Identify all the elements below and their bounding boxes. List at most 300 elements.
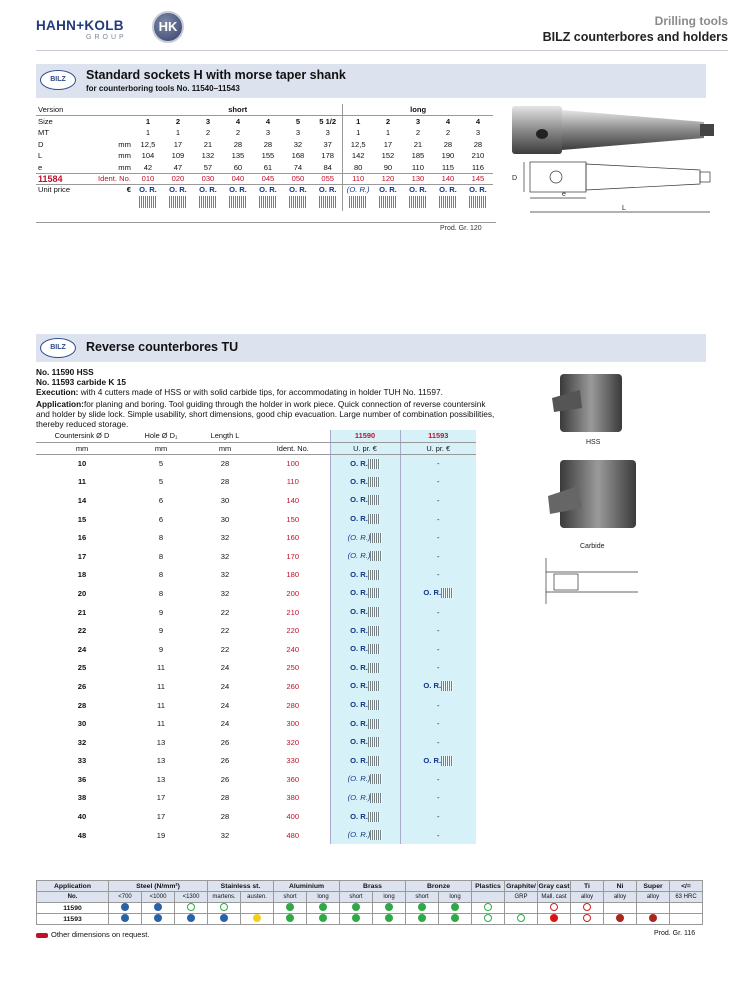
cell: 185 [411,151,425,161]
suitability-cell [670,903,703,914]
cell: 320 [286,737,300,747]
cell: 24 [220,719,230,729]
price-cell: O. R. [193,185,223,211]
suitability-dot-icon [550,903,558,911]
subgroup-cell: martens. [208,892,241,903]
cell: 8 [158,551,164,561]
application-no: 11593 [37,914,109,925]
cell: 22 [77,626,87,636]
row-unit: mm [118,162,131,172]
suitability-dot-icon [517,914,525,922]
price-cell: O. R. [433,185,463,211]
cell: 13 [156,774,166,784]
counterbore-rows [36,454,476,844]
cell: 24 [77,644,87,654]
price-label: U. pr. € [330,442,400,454]
cell: 4 [475,117,481,126]
short-label: short [133,104,343,116]
suitability-cell [274,903,307,914]
cell: 280 [286,700,300,710]
subgroup-cell: short [406,892,439,903]
price-cell: O. R. [403,185,433,211]
suitability-cell [637,914,670,925]
cell: 30 [77,719,87,729]
cell: 220 [286,626,300,636]
table-row [36,752,476,771]
suitability-cell [439,914,472,925]
group-cell: Application [37,881,109,892]
ident-cell: 120 [373,173,403,185]
suitability-cell [373,903,406,914]
col-length: Length L [194,430,256,442]
cell: 5 [158,477,164,487]
cell: O. R. [330,603,400,622]
cell: O. R. [330,473,400,492]
cell: 21 [203,139,213,149]
cell: 4 [235,117,241,126]
cell: 24 [220,681,230,691]
cell: 200 [286,588,300,598]
cell: 24 [220,700,230,710]
group-cell: Ti [571,881,604,892]
cell: 190 [441,151,455,161]
suitability-dot-icon [352,903,360,911]
cell: 116 [471,162,484,172]
cell: - [400,789,476,808]
ident-cell: 010 [133,173,163,185]
table-row [36,127,493,139]
section2-header [36,334,706,362]
counterbore-images [530,368,650,608]
cell: 115 [441,162,454,172]
col-ident [256,430,330,442]
cell: 1 [145,117,151,126]
ident-cell: 055 [313,173,343,185]
cell: (O. R.) [330,826,400,845]
subgroup-cell: Mall. cast [538,892,571,903]
cell: 2 [415,128,421,138]
cell: O. R. [330,714,400,733]
cell: 100 [286,459,300,469]
cell: 1 [385,128,391,138]
cell: O. R. [330,677,400,696]
suitability-dot-icon [187,903,195,911]
suitability-dot-icon [451,903,459,911]
subgroup-cell: short [274,892,307,903]
section1-title: Standard sockets H with morse taper shank [86,68,346,82]
table-row [36,677,476,696]
cell: - [400,454,476,473]
cell: 26 [220,737,230,747]
cell: 1 [145,128,151,138]
price-cell: O. R. [313,185,343,211]
table-row [36,733,476,752]
suitability-dot-icon [550,914,558,922]
cell: 32 [220,570,230,580]
cell: 142 [343,150,373,162]
table-row [36,603,476,622]
application-groups [37,881,703,892]
cell: O. R. [330,510,400,529]
row-unit: mm [118,139,131,149]
cell: 47 [173,162,183,172]
carbide-counterbore-photo [548,460,636,528]
suitability-cell [571,903,604,914]
carbide-caption: Carbide [580,543,605,550]
price-unit: € [126,185,131,194]
table-row [36,528,476,547]
table-row [36,162,493,174]
cell: - [400,621,476,640]
ident-cell: 040 [223,173,253,185]
cell: 9 [158,607,164,617]
cell: 26 [220,756,230,766]
header-divider [36,50,728,51]
subgroup-cell: alloy [571,892,604,903]
cell: - [400,770,476,789]
cell: O. R. [330,733,400,752]
cell: - [400,733,476,752]
hss-line: No. 11590 HSS [36,367,94,377]
unit-mm: mm [36,442,128,454]
cell: 2 [385,117,391,126]
unit-mm: mm [128,442,194,454]
suitability-cell [670,914,703,925]
ident-cell: 145 [463,173,493,185]
counterbore-sketch [546,558,638,604]
table-row [36,139,493,151]
price-cell: O. R. [463,185,493,211]
cell: 38 [77,793,87,803]
cell: 17 [77,551,87,561]
cell: 3 [415,117,421,126]
suitability-cell [109,914,142,925]
row-label: D [38,139,44,149]
cell: O. R. [330,640,400,659]
cell: 32 [293,139,303,149]
page-category: Drilling tools [654,14,728,28]
suitability-dot-icon [385,903,393,911]
cell: 210 [471,151,485,161]
table-row [36,714,476,733]
suitability-cell [571,914,604,925]
cell: 5 1/2 [319,117,337,126]
cell: 17 [156,793,166,803]
cell: 84 [323,162,332,172]
suitability-dot-icon [352,914,360,922]
cell: 11 [157,700,165,710]
cell: 210 [286,607,300,617]
cell: 33 [77,756,87,766]
cell: 80 [343,162,373,174]
cell: 1 [175,128,181,138]
cell: 28 [77,700,87,710]
footnote [36,930,149,939]
footnote-marker-icon [36,933,48,938]
suitability-cell [109,903,142,914]
suitability-cell [373,914,406,925]
suitability-dot-icon [220,903,228,911]
group-cell: Stainless st. [208,881,274,892]
table-row [36,640,476,659]
group-cell: Super [637,881,670,892]
cell: 110 [286,477,299,487]
application-table [36,880,703,925]
cell: 37 [323,139,332,149]
cell: (O. R.) [330,547,400,566]
cell: 24 [220,663,230,673]
group-cell: Aluminium [274,881,340,892]
cell: 28 [443,139,453,149]
suitability-cell [274,914,307,925]
price-cell: O. R. [163,185,193,211]
cell: (O. R.) [330,528,400,547]
cell: 20 [77,588,87,598]
cell: 26 [77,681,87,691]
suitability-dot-icon [484,903,492,911]
suitability-dot-icon [583,914,591,922]
cell: - [400,491,476,510]
ident-unit: Ident. No. [98,174,131,184]
cell: 28 [220,459,230,469]
suitability-dot-icon [154,914,162,922]
cell: 9 [158,626,164,636]
cell: 8 [158,570,164,580]
table-row [36,807,476,826]
cell: 28 [233,139,243,149]
cell: 9 [158,644,164,654]
bilz-logo-icon: BILZ [40,338,76,358]
application-rows [37,903,703,925]
suitability-dot-icon [616,914,624,922]
group-cell: Graphite/ [506,882,536,890]
group-cell: Gray cast [538,882,570,890]
suitability-cell [307,903,340,914]
row-unit [96,116,133,128]
sockets-table [36,104,493,211]
hss-counterbore-photo [552,374,622,432]
col-11593: 11593 [400,430,476,442]
table-row [36,454,476,473]
cell: 15 [77,514,87,524]
subgroup-cell: short [340,892,373,903]
cell: 240 [286,644,300,654]
cell: 360 [286,774,300,784]
subgroup-cell: long [373,892,406,903]
ident-cell: 030 [193,173,223,185]
table-row [36,826,476,845]
suitability-cell [604,914,637,925]
company-logo [36,10,186,46]
suitability-cell [472,914,505,925]
suitability-cell [208,903,241,914]
cell: 2 [235,128,241,138]
cell: 11 [157,719,165,729]
cell: 2 [445,128,451,138]
cell: O. R. [330,659,400,678]
table-row [36,173,493,185]
ident-cell: 110 [343,173,373,185]
suitability-dot-icon [187,914,195,922]
cell: 60 [233,162,243,172]
suitability-dot-icon [385,914,393,922]
suitability-cell [472,903,505,914]
socket-photo [512,106,714,154]
table-row [36,566,476,585]
cell: 104 [141,151,155,161]
cell: 1 [343,127,373,139]
cell: - [400,473,476,492]
subgroup-cell: long [439,892,472,903]
cell: 400 [286,812,300,822]
subgroup-cell: 63 HRC [670,892,703,903]
cell: 5 [158,459,164,469]
subgroup-cell: No. [37,892,109,903]
cell: 2 [175,117,181,126]
cell: 132 [201,151,215,161]
carbide-line: No. 11593 carbide K 15 [36,377,126,387]
price-cell: O. R. [283,185,313,211]
table-row [36,789,476,808]
dim-l: L [622,205,626,212]
cell: 8 [158,533,164,543]
application-no: 11590 [37,903,109,914]
ident-cell: 020 [163,173,193,185]
table-row [36,696,476,715]
col-hole: Hole Ø D₁ [128,430,194,442]
cell: - [400,566,476,585]
cell: 1 [343,116,373,128]
suitability-cell [538,914,571,925]
section1-header [36,64,706,98]
cell: 11 [77,477,87,487]
subgroup-cell [472,892,505,903]
cell: O. R. [330,454,400,473]
cell: 13 [156,756,166,766]
suitability-cell [241,903,274,914]
suitability-dot-icon [253,914,261,922]
cell: 152 [381,151,395,161]
long-label: long [343,104,493,116]
subgroup-cell: austen. [241,892,274,903]
cell: 168 [291,151,305,161]
table-row [36,584,476,603]
product-group: Prod. Gr. 116 [654,930,696,937]
brand-name: HAHN+KOLB [36,18,124,33]
suitability-dot-icon [286,914,294,922]
cell: 25 [77,663,87,673]
cell: 22 [220,626,230,636]
cell: 3 [205,117,211,126]
socket-dimension-drawing [524,162,710,212]
cell: - [400,640,476,659]
cell: 10 [77,459,87,469]
suitability-dot-icon [121,914,129,922]
price-cell: O. R. [223,185,253,211]
page-header-titles [543,14,728,44]
table-row [36,473,476,492]
subgroup-cell: GRP [505,892,538,903]
cell: - [400,714,476,733]
subgroup-cell: <700 [109,892,142,903]
cell: 6 [158,514,164,524]
cell: O. R. [330,584,400,603]
cell: - [400,659,476,678]
cell: - [400,510,476,529]
cell: O. R. [400,584,476,603]
suitability-cell [505,914,538,925]
cell: 42 [143,162,153,172]
ident-cell: 045 [253,173,283,185]
cell: - [400,826,476,845]
article-number: 11584 [36,173,96,185]
suitability-cell [406,914,439,925]
cell: 155 [261,151,275,161]
application-subgroups [37,892,703,903]
unit-mm: mm [194,442,256,454]
brand-group: GROUP [86,34,127,41]
cell: O. R. [400,752,476,771]
cell: 32 [220,551,230,561]
version-label: Version [36,104,96,116]
cell: O. R. [330,807,400,826]
section2-title: Reverse counterbores TU [86,340,239,354]
cell: 32 [220,588,230,598]
row-unit [96,127,133,139]
execution-label: Execution: [36,387,79,397]
cell: 32 [220,830,230,840]
cell: 57 [203,162,213,172]
cell: 17 [383,139,393,149]
cell: O. R. [330,621,400,640]
table-row [36,547,476,566]
table-header [36,430,476,442]
price-label: U. pr. € [400,442,476,454]
cell: 17 [173,139,183,149]
socket-drawing [504,100,724,225]
cell: O. R. [330,491,400,510]
suitability-cell [175,903,208,914]
suitability-cell [340,914,373,925]
cell: 3 [295,128,301,138]
suitability-dot-icon [583,903,591,911]
suitability-dot-icon [484,914,492,922]
row-label: Size [38,117,53,126]
cell: 14 [77,495,87,505]
cell: 22 [220,607,230,617]
cell: 330 [286,756,300,766]
cell: 480 [286,830,300,840]
cell: O. R. [330,696,400,715]
application-text: for planing and boring. Tool guiding through the holder in work piece. Quick connection of reverse countersink and holder by slide lock. Simple usability, short dimensions, good chip evacuation. Large number of combination possibilities, thereby reduced storage. [36,399,495,429]
dim-e: e [562,191,566,198]
footnote-text: Other dimensions on request. [51,930,150,939]
table-row [36,770,476,789]
suitability-dot-icon [649,914,657,922]
table-subheader [36,442,476,454]
price-cell: O. R. [373,185,403,211]
price-cell: (O. R.) [343,185,373,211]
cell: 28 [220,812,230,822]
cell: 140 [286,495,300,505]
suitability-cell [142,914,175,925]
cell: O. R. [400,677,476,696]
ident-cell: 140 [433,173,463,185]
table-row [37,903,703,914]
price-label: Unit price [38,185,71,194]
dim-d: D [512,175,518,182]
cell: 12,5 [140,139,156,149]
